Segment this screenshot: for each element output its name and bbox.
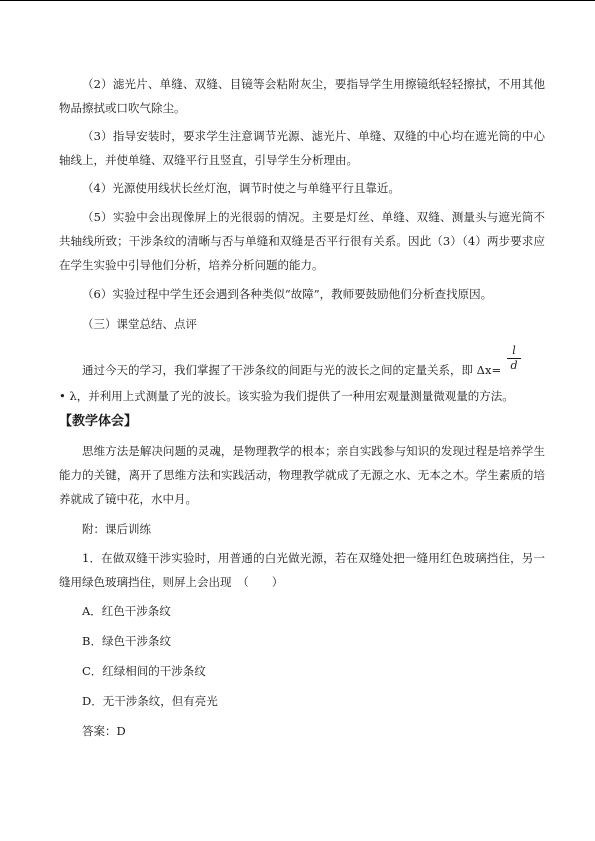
reflection-body: 思维方法是解决问题的灵魂，是物理教学的根本；亲自实践参与知识的发现过程是培养学生能力的关键，离开了思维方法和实践活动，物理教学就成了无源之水、无本之木。学生素质的培养就成了镜中花，水中月。 [59,444,545,506]
exercise-question: 1．在做双缝干涉实验时，用普通的白光做光源，若在双缝处把一缝用红色玻璃挡住，另一缝用绿色玻璃挡住，则屏上会出现 （ ） [59,551,545,589]
option-a: A．红色干涉条纹 [82,604,171,618]
fraction-numerator: l [507,345,521,359]
summary-line-1 [59,358,545,382]
paragraph-2: （2）滤光片、单缝、双缝、目镜等会粘附灰尘，要指导学生用擦镜纸轻轻擦拭，不用其他物品擦拭或口吹气除尘。 [59,77,545,115]
top-border-line [0,0,595,1]
paragraph-4: （4）光源使用线状长丝灯泡，调节时使之与单缝平行且靠近。 [82,181,400,195]
formula-fraction [507,345,521,372]
paragraph-6: （6）实验过程中学生还会遇到各种类似“故障”，教师要鼓励他们分析查找原因。 [82,287,493,301]
answer: 答案：D [82,724,126,738]
paragraph-5: （5）实验中会出现像屏上的光很弱的情况。主要是灯丝、单缝、双缝、测量头与遮光筒不共轴线所致；干涉条纹的清晰与否与单缝和双缝是否平行很有关系。因此（3）（4）两步要求应在学生实验中引导他们分析，培养分析问题的能力。 [59,210,545,272]
option-b: B．绿色干涉条纹 [82,634,171,648]
reflection-heading: 【教学体会】 [59,414,138,429]
exercise-intro: 附：课后训练 [82,522,151,536]
summary-line-2: • λ，并利用上式测量了光的波长。该实验为我们提供了一种用宏观量测量微观量的方法。 [59,389,514,403]
paragraph-3: （3）指导安装时，要求学生注意调节光源、滤光片、单缝、双缝的中心均在遮光筒的中心轴线上，并使单缝、双缝平行且竖直，引导学生分析理由。 [59,129,545,167]
option-c: C．红绿相间的干涉条纹 [82,664,206,678]
option-d: D．无干涉条纹，但有亮光 [82,694,218,708]
fraction-denominator: d [510,359,518,372]
section-three-heading: （三）课堂总结、点评 [82,317,197,331]
summary-text-1: 通过今天的学习，我们掌握了干涉条纹的间距与光的波长之间的定量关系，即 Δx= [82,363,502,377]
